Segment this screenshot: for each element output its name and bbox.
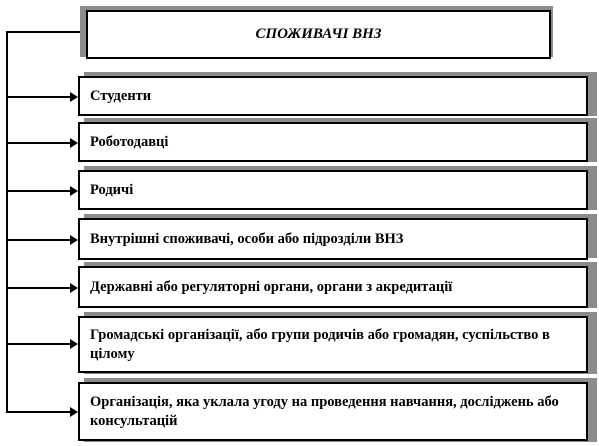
item-label: Організація, яка уклала угоду на проведення навчання, досліджень або консультацій bbox=[90, 393, 559, 429]
item-label: Внутрішні споживачі, особи або підрозділи ВНЗ bbox=[90, 230, 404, 247]
item-box-regulators bbox=[78, 266, 588, 308]
item-label: Державні або регуляторні органи, органи з акредитації bbox=[90, 278, 453, 295]
item-connector bbox=[6, 287, 70, 289]
item-box-contract-org bbox=[78, 382, 588, 441]
title-connector bbox=[6, 31, 80, 33]
item-label: Студенти bbox=[90, 87, 152, 104]
arrowhead-icon bbox=[70, 235, 78, 245]
arrowhead-icon bbox=[70, 283, 78, 293]
arrowhead-icon bbox=[70, 92, 78, 102]
arrowhead-icon bbox=[70, 407, 78, 417]
arrowhead-icon bbox=[70, 339, 78, 349]
item-label: Громадські організації, або групи родичів або громадян, суспільство в цілому bbox=[90, 326, 550, 362]
item-connector bbox=[6, 190, 70, 192]
item-label: Родичі bbox=[90, 181, 134, 198]
arrowhead-icon bbox=[70, 186, 78, 196]
item-box-students bbox=[78, 76, 588, 116]
item-connector bbox=[6, 411, 70, 413]
arrowhead-icon bbox=[70, 138, 78, 148]
item-label: Роботодавці bbox=[90, 133, 169, 150]
item-box-relatives bbox=[78, 170, 588, 210]
item-connector bbox=[6, 142, 70, 144]
item-connector bbox=[6, 239, 70, 241]
item-box-internal bbox=[78, 218, 588, 260]
item-connector bbox=[6, 96, 70, 98]
item-box-employers bbox=[78, 122, 588, 162]
diagram-title: СПОЖИВАЧІ ВНЗ bbox=[255, 26, 382, 42]
connector-trunk bbox=[6, 31, 8, 413]
item-connector bbox=[6, 343, 70, 345]
title-box bbox=[86, 10, 551, 59]
item-box-public-orgs bbox=[78, 316, 588, 373]
